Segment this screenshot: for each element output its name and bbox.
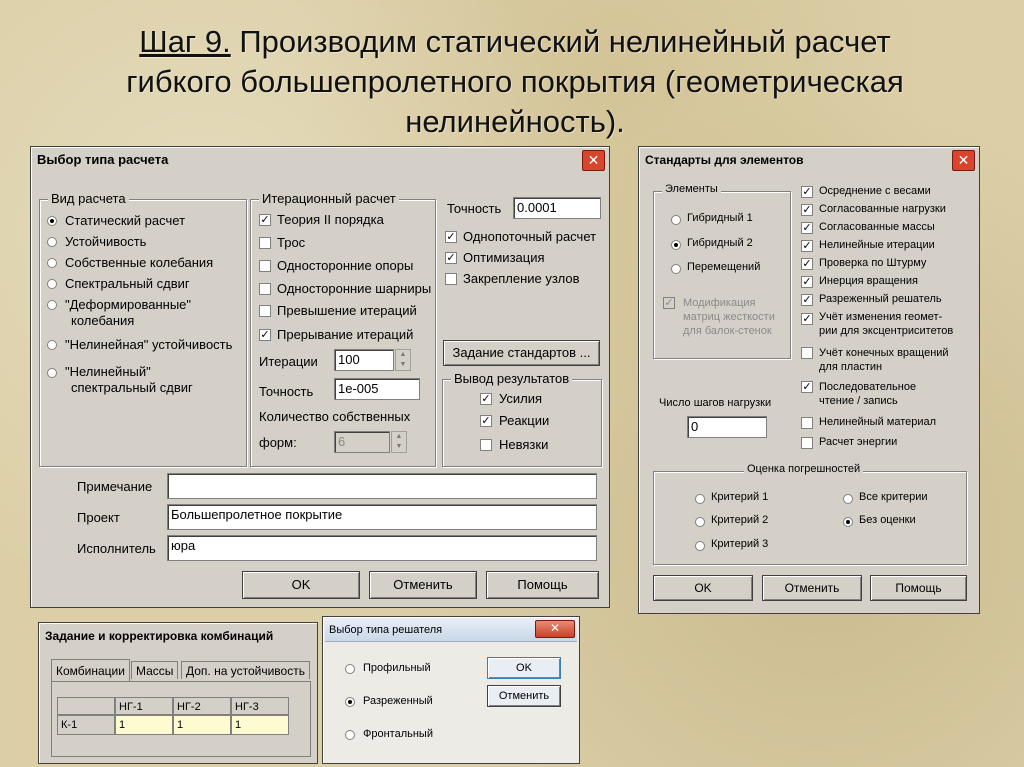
checkbox-forces[interactable]: ✓ xyxy=(481,393,491,405)
label-all-crit: Все критерии xyxy=(859,491,928,503)
eigen-count-input[interactable]: 6 xyxy=(334,431,390,453)
label-crit-3: Критерий 3 xyxy=(711,538,769,550)
elements-label: Элементы xyxy=(662,183,721,195)
ok-button[interactable]: OK xyxy=(242,571,360,599)
option-spectral: Спектральный сдвиг xyxy=(65,276,190,291)
checkbox-sequential-io[interactable]: ✓ xyxy=(802,381,812,393)
checkbox-reactions[interactable]: ✓ xyxy=(481,415,491,427)
solver-titlebar xyxy=(325,619,577,642)
combinations-title: Задание и корректировка комбинаций xyxy=(45,629,274,643)
label-consistent-mass: Согласованные массы xyxy=(819,221,935,233)
checkbox-nonlinear-material[interactable] xyxy=(801,417,813,429)
radio-deformed[interactable] xyxy=(47,300,57,310)
radio-profile[interactable] xyxy=(345,664,355,674)
label-crit-1: Критерий 1 xyxy=(711,491,769,503)
checkbox-sturm[interactable]: ✓ xyxy=(802,258,812,270)
column-header-ng2[interactable]: НГ-2 xyxy=(173,697,231,715)
project-label: Проект xyxy=(77,510,120,525)
option-eigen: Собственные колебания xyxy=(65,255,214,270)
close-icon[interactable]: ✕ xyxy=(952,150,975,171)
radio-nonlinear-stability[interactable] xyxy=(47,340,57,350)
label-sequential-io-2: чтение / запись xyxy=(819,395,898,407)
option-stability: Устойчивость xyxy=(65,234,147,249)
cell-k1-ng3[interactable]: 1 xyxy=(231,715,289,735)
checkbox-residuals[interactable] xyxy=(480,439,492,451)
label-sparse-solver: Разреженный решатель xyxy=(819,293,942,305)
label-crit-2: Критерий 2 xyxy=(711,514,769,526)
checkbox-optimization[interactable]: ✓ xyxy=(446,252,456,264)
accuracy-label: Точность xyxy=(447,201,502,216)
checkbox-iter-exceed[interactable] xyxy=(259,305,271,317)
label-single-thread: Однопоточный расчет xyxy=(463,229,597,244)
checkbox-plate-rotations[interactable] xyxy=(801,347,813,359)
label-plate-rotations-2: для пластин xyxy=(819,361,883,373)
label-sequential-io-1: Последовательное xyxy=(819,381,917,393)
label-energy: Расчет энергии xyxy=(819,436,898,448)
iterations-label: Итерации xyxy=(259,354,318,369)
radio-sparse[interactable] xyxy=(345,697,355,707)
accuracy-input[interactable]: 0.0001 xyxy=(513,197,601,219)
label-modification-2: матриц жесткости xyxy=(683,311,775,323)
checkbox-theory-2[interactable]: ✓ xyxy=(260,214,270,226)
row-header-k1: К-1 xyxy=(57,715,115,735)
checkbox-nonlinear-iter[interactable]: ✓ xyxy=(802,240,812,252)
label-profile: Профильный xyxy=(363,662,431,674)
slide-title xyxy=(40,22,990,142)
note-input[interactable] xyxy=(167,473,597,499)
cancel-button[interactable]: Отменить xyxy=(762,575,862,601)
calc-type-dialog xyxy=(30,146,610,608)
standards-titlebar xyxy=(641,149,977,171)
radio-crit-1[interactable] xyxy=(695,494,705,504)
radio-hybrid-1[interactable] xyxy=(671,215,681,225)
cell-k1-ng1[interactable]: 1 xyxy=(115,715,173,735)
title-step: Шаг 9. xyxy=(139,24,231,59)
label-optimization: Оптимизация xyxy=(463,250,545,265)
option-deformed-2: колебания xyxy=(71,313,135,328)
checkbox-geom-change[interactable]: ✓ xyxy=(802,313,812,325)
title-line-2: гибкого большепролетного покрытия (геометрическая xyxy=(126,64,904,99)
iter-accuracy-input[interactable]: 1e-005 xyxy=(334,378,420,400)
solver-title: Выбор типа решателя xyxy=(329,624,443,636)
radio-stability[interactable] xyxy=(47,237,57,247)
label-sturm: Проверка по Штурму xyxy=(819,257,927,269)
radio-static[interactable] xyxy=(47,216,57,226)
combinations-titlebar xyxy=(41,625,315,647)
calc-type-title: Выбор типа расчета xyxy=(37,152,169,167)
checkbox-cable[interactable] xyxy=(259,237,271,249)
option-static: Статический расчет xyxy=(65,213,186,228)
standards-button[interactable]: Задание стандартов ... xyxy=(443,340,600,366)
close-icon[interactable]: ✕ xyxy=(582,150,605,171)
close-icon[interactable]: ✕ xyxy=(535,620,575,638)
label-rot-inertia: Инерция вращения xyxy=(819,275,918,287)
note-label: Примечание xyxy=(77,479,153,494)
iter-label: Итерационный расчет xyxy=(259,191,399,206)
eigen-count-label-1: Количество собственных xyxy=(259,409,411,424)
help-button[interactable]: Помощь xyxy=(870,575,967,601)
label-no-estimate: Без оценки xyxy=(859,514,916,526)
label-modification-3: для балок-стенок xyxy=(683,325,772,337)
checkbox-modification[interactable]: ✓ xyxy=(664,297,674,309)
option-nonlinear-spectral-1: "Нелинейный" xyxy=(65,364,151,379)
ok-button[interactable]: OK xyxy=(653,575,753,601)
label-consistent-loads: Согласованные нагрузки xyxy=(819,203,946,215)
label-fix-nodes: Закрепление узлов xyxy=(463,271,580,286)
label-reactions: Реакции xyxy=(499,413,550,428)
option-deformed-1: "Деформированные" xyxy=(65,297,192,312)
label-one-way-supports: Односторонние опоры xyxy=(277,258,414,273)
radio-spectral[interactable] xyxy=(47,279,57,289)
help-button[interactable]: Помощь xyxy=(486,571,599,599)
radio-crit-2[interactable] xyxy=(695,517,705,527)
label-theory-2: Теория II порядка xyxy=(277,212,384,227)
calc-type-titlebar xyxy=(33,149,607,171)
title-line-3: нелинейность). xyxy=(405,104,625,139)
option-hybrid-1: Гибридный 1 xyxy=(687,212,753,224)
error-label: Оценка погрешностей xyxy=(744,463,863,475)
output-label: Вывод результатов xyxy=(451,371,572,386)
combinations-dialog xyxy=(38,622,318,764)
checkbox-one-way-supports[interactable] xyxy=(259,260,271,272)
radio-nonlinear-spectral[interactable] xyxy=(47,368,57,378)
author-input[interactable]: юра xyxy=(167,535,597,561)
standards-title: Стандарты для элементов xyxy=(645,153,804,167)
label-iter-break: Прерывание итераций xyxy=(277,327,414,342)
label-sparse: Разреженный xyxy=(363,695,433,707)
option-hybrid-2: Гибридный 2 xyxy=(687,237,753,249)
tab-masses[interactable]: Массы xyxy=(131,661,178,679)
label-modification-1: Модификация xyxy=(683,297,756,309)
label-residuals: Невязки xyxy=(499,437,549,452)
label-plate-rotations-1: Учёт конечных вращений xyxy=(819,347,949,359)
label-nonlinear-iter: Нелинейные итерации xyxy=(819,239,935,251)
radio-frontal[interactable] xyxy=(345,730,355,740)
checkbox-energy[interactable] xyxy=(801,437,813,449)
checkbox-consistent-mass[interactable]: ✓ xyxy=(802,222,812,234)
steps-label: Число шагов нагрузки xyxy=(659,397,772,409)
project-input[interactable]: Большепролетное покрытие xyxy=(167,504,597,530)
label-iter-exceed: Превышение итераций xyxy=(277,303,417,318)
radio-no-estimate[interactable] xyxy=(843,517,853,527)
checkbox-iter-break[interactable]: ✓ xyxy=(260,329,270,341)
solver-dialog xyxy=(322,616,580,764)
label-cable: Трос xyxy=(277,235,306,250)
iterations-input[interactable]: 100 xyxy=(334,349,394,371)
grid-corner xyxy=(57,697,115,715)
option-nonlinear-spectral-2: спектральный сдвиг xyxy=(71,380,193,395)
column-header-ng3[interactable]: НГ-3 xyxy=(231,697,289,715)
cell-k1-ng2[interactable]: 1 xyxy=(173,715,231,735)
radio-eigen[interactable] xyxy=(47,258,57,268)
checkbox-one-way-hinges[interactable] xyxy=(259,283,271,295)
iterations-spinner[interactable]: ▲ ▼ xyxy=(395,349,411,371)
option-displacements: Перемещений xyxy=(687,261,761,273)
label-nonlinear-material: Нелинейный материал xyxy=(819,416,937,428)
checkbox-fix-nodes[interactable] xyxy=(445,273,457,285)
label-weighted-avg: Осреднение с весами xyxy=(819,185,931,197)
tab-combinations[interactable]: Комбинации xyxy=(51,659,130,681)
option-nonlinear-stability: "Нелинейная" устойчивость xyxy=(65,337,233,352)
label-frontal: Фронтальный xyxy=(363,728,433,740)
calc-kind-label: Вид расчета xyxy=(48,191,129,206)
iter-accuracy-label: Точность xyxy=(259,384,314,399)
ok-button[interactable]: OK xyxy=(487,657,561,679)
label-one-way-hinges: Односторонние шарниры xyxy=(277,281,432,296)
radio-crit-3[interactable] xyxy=(695,541,705,551)
radio-all-crit[interactable] xyxy=(843,494,853,504)
checkbox-single-thread[interactable]: ✓ xyxy=(446,231,456,243)
title-line-1: Производим статический нелинейный расчет xyxy=(230,24,891,59)
eigen-count-spinner[interactable]: ▲ ▼ xyxy=(391,431,407,453)
radio-hybrid-2[interactable] xyxy=(671,240,681,250)
checkbox-consistent-loads[interactable]: ✓ xyxy=(802,204,812,216)
checkbox-sparse-solver[interactable]: ✓ xyxy=(802,294,812,306)
steps-input[interactable]: 0 xyxy=(687,416,767,438)
label-geom-change-1: Учёт изменения геомет- xyxy=(819,311,943,323)
author-label: Исполнитель xyxy=(77,541,156,556)
cancel-button[interactable]: Отменить xyxy=(487,685,561,707)
label-geom-change-2: рии для эксцентриситетов xyxy=(819,325,954,337)
eigen-count-label-2: форм: xyxy=(259,435,297,450)
checkbox-weighted-avg[interactable]: ✓ xyxy=(802,186,812,198)
column-header-ng1[interactable]: НГ-1 xyxy=(115,697,173,715)
radio-displacements[interactable] xyxy=(671,264,681,274)
cancel-button[interactable]: Отменить xyxy=(369,571,477,599)
standards-dialog xyxy=(638,146,980,614)
tab-stability[interactable]: Доп. на устойчивость xyxy=(181,661,310,679)
checkbox-rot-inertia[interactable]: ✓ xyxy=(802,276,812,288)
label-forces: Усилия xyxy=(499,391,543,406)
